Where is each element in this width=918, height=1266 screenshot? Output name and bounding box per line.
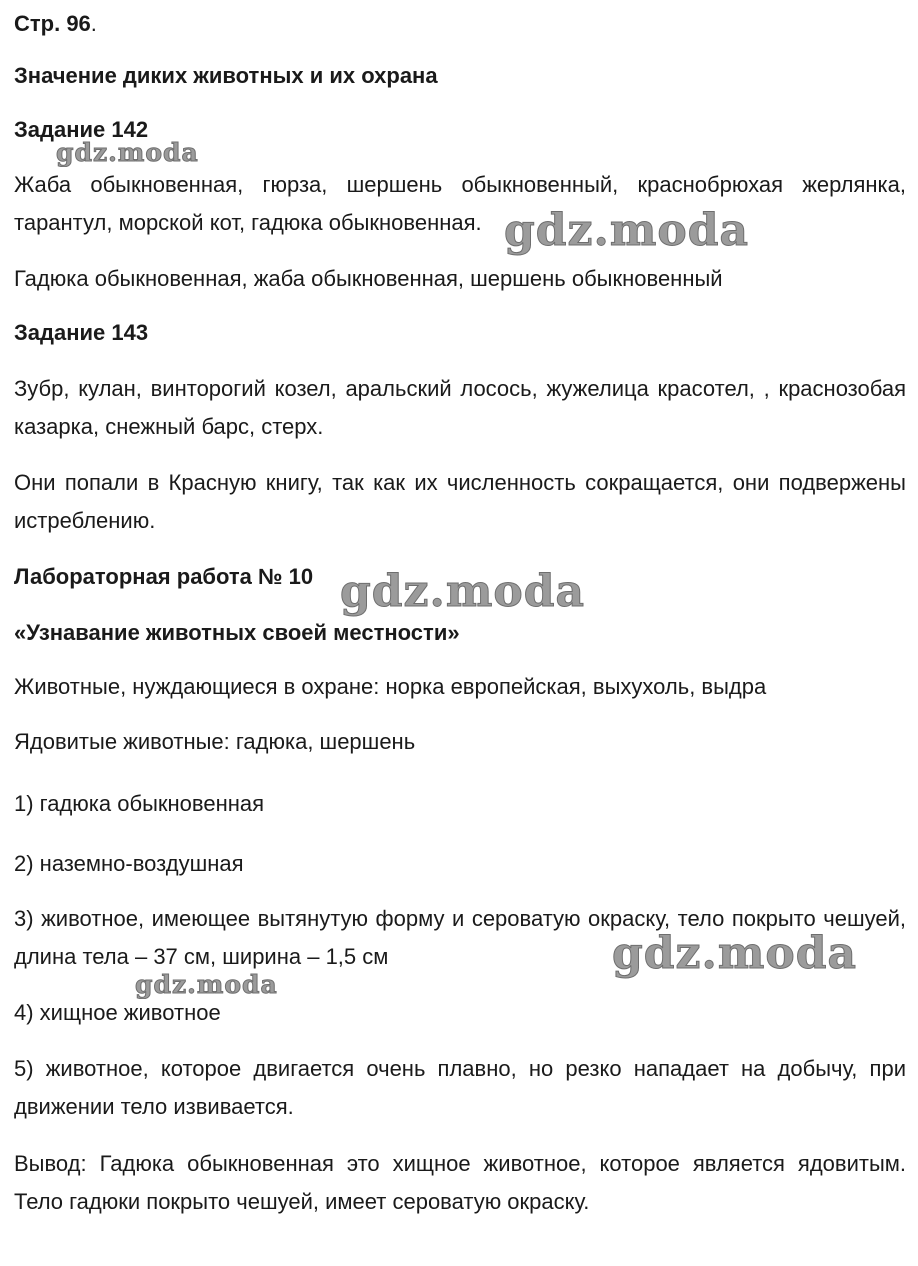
watermark-logo: gdz.moda (135, 970, 278, 999)
conclusion: Вывод: Гадюка обыкновенная это хищное животное, которое является ядовитым. Тело гадюки покрыто чешуей, имеет сероватую окраску. (14, 1151, 906, 1214)
task-142-answer: Гадюка обыкновенная, жаба обыкновенная, шершень обыкновенный (14, 266, 723, 291)
task-142-list: Жаба обыкновенная, гюрза, шершень обыкновенный, краснобрюхая жерлянка, тарантул, морской кот, гадюка обыкновенная. (14, 172, 906, 235)
list-item: 4) хищное животное (14, 1000, 221, 1025)
watermark-logo: gdz.moda (612, 928, 858, 979)
venomous-animals: Ядовитые животные: гадюка, шершень (14, 729, 416, 754)
task-143-heading: Задание 143 (14, 320, 149, 345)
task-142-heading: Задание 142 (14, 117, 149, 142)
list-item: 2) наземно-воздушная (14, 851, 244, 876)
page-label (14, 5, 97, 43)
lab-title: «Узнавание животных своей местности» (14, 620, 460, 645)
task-143-list: Зубр, кулан, винторогий козел, аральский лосось, жужелица красотел, , краснозобая казарка, снежный барс, стерх. (14, 376, 906, 439)
list-item: 3) животное, имеющее вытянутую форму и сероватую окраску, тело покрыто чешуей, длина тела – 37 см, ширина – 1,5 см (14, 906, 906, 969)
lab-heading: Лабораторная работа № 10 (14, 564, 314, 589)
page-label-trail: . (90, 11, 97, 36)
protected-animals: Животные, нуждающиеся в охране: норка европейская, выхухоль, выдра (14, 674, 767, 699)
list-item: 5) животное, которое двигается очень плавно, но резко нападает на добычу, при движении тело извивается. (14, 1056, 906, 1119)
list-item: 1) гадюка обыкновенная (14, 791, 265, 816)
watermark-logo: gdz.moda (56, 138, 199, 167)
watermark-logo: gdz.moda (504, 205, 750, 256)
task-143-explanation: Они попали в Красную книгу, так как их численность сокращается, они подвержены истреблению. (14, 470, 906, 533)
page-label-text: Стр. 96 (14, 11, 91, 36)
section-title: Значение диких животных и их охрана (14, 63, 438, 88)
watermark-logo: gdz.moda (340, 566, 586, 617)
